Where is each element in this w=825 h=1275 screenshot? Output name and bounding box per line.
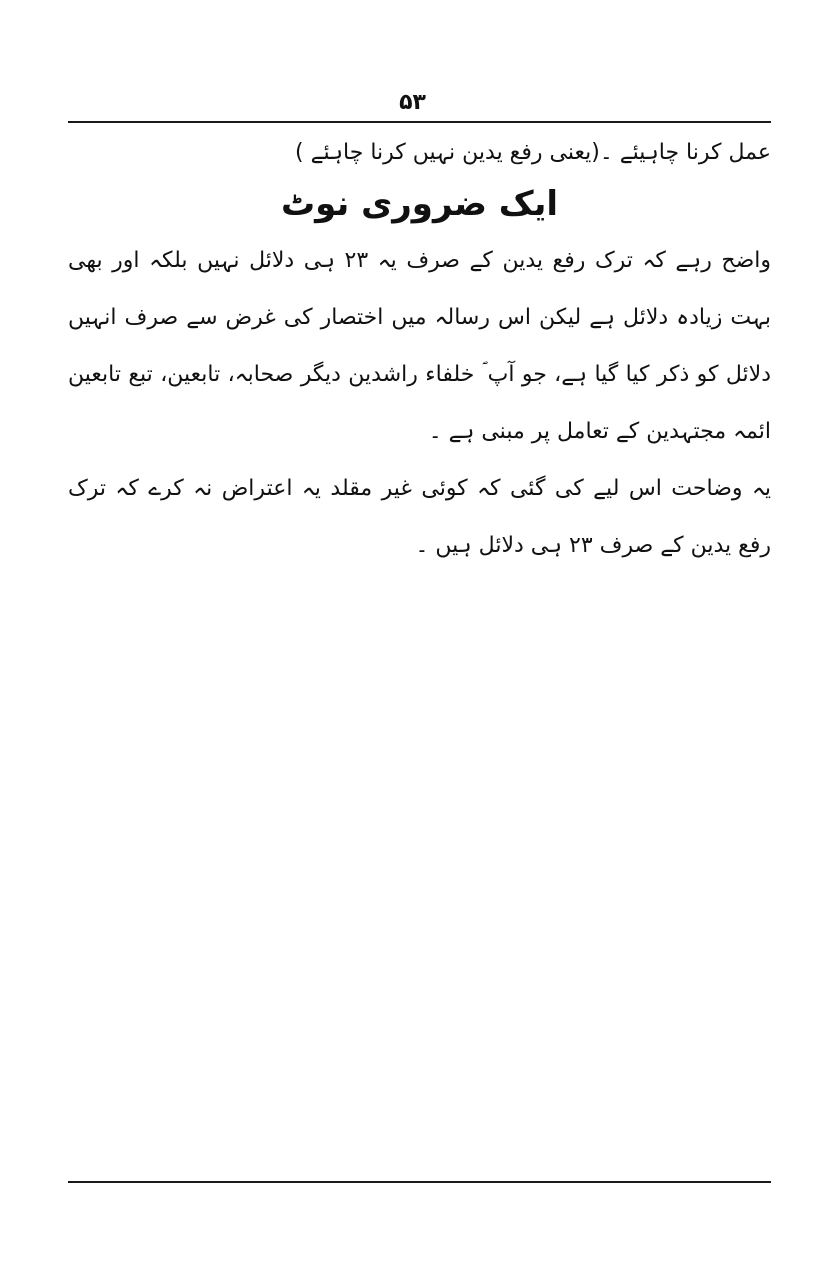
section-heading: ایک ضروری نوٹ (280, 184, 559, 224)
header-divider (68, 121, 771, 123)
paragraph-clarification: یہ وضاحت اس لیے کی گئی کہ کوئی غیر مقلد یہ اعتراض نہ کرے کہ ترک رفع یدین کے صرف ۲۳ ہی دلائل ہیں ۔ (68, 476, 771, 558)
page-body (68, 136, 771, 574)
paragraph-note: واضح رہے کہ ترک رفع یدین کے صرف یہ ۲۳ ہی دلائل نہیں بلکہ اور بھی بہت زیادہ دلائل ہے لیکن اس رسالہ میں اختصار کی غرض سے صرف انہیں دلائل کو ذکر کیا گیا ہے، جو آپ ؐ خلفاء راشدین دیگر صحابہ، تابعین، تبع تابعین ائمہ مجتہدین کے تعامل پر مبنی ہے ۔ (68, 248, 771, 444)
footer-divider (68, 1181, 771, 1183)
intro-line: عمل کرنا چاہیئے ۔(یعنی رفع یدین نہیں کرنا چاہئے ) (295, 140, 771, 165)
page-number: ۵۳ (399, 90, 426, 115)
